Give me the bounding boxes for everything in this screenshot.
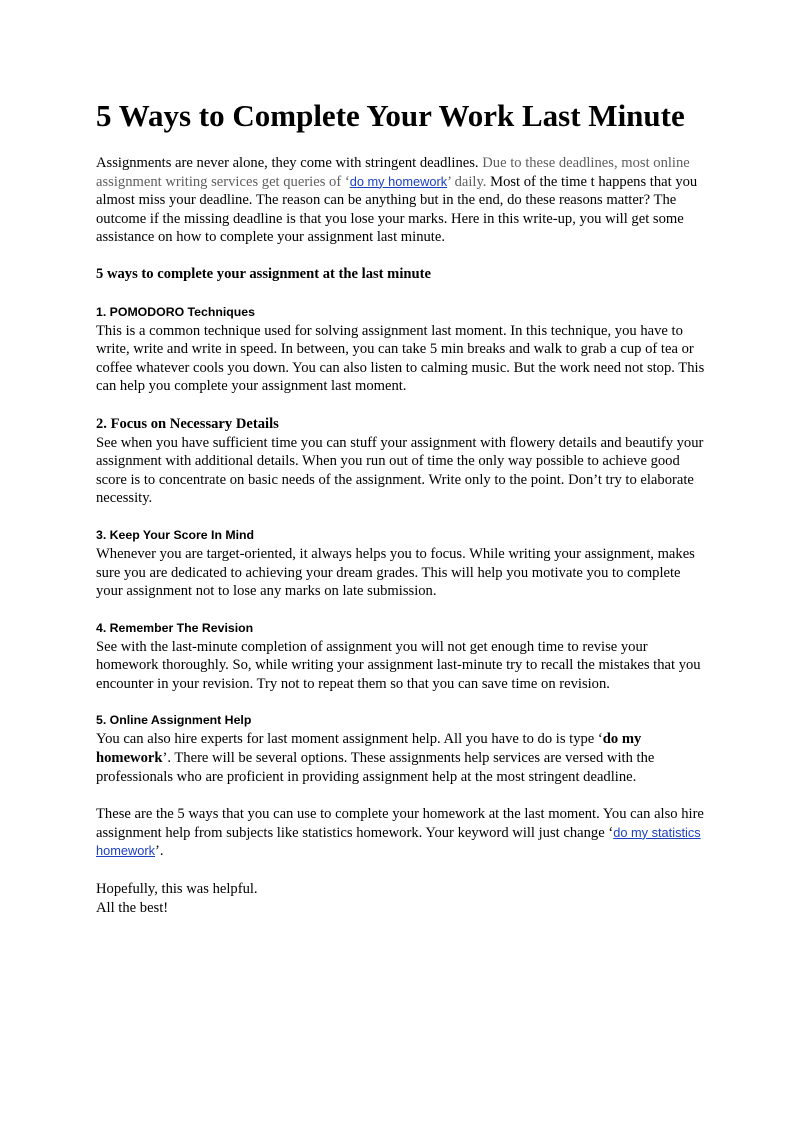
step-3 xyxy=(96,527,706,601)
step-title: 5. Online Assignment Help xyxy=(96,713,252,728)
outro-text: These are the 5 ways that you can use to complete your homework at the last moment. You can also hire assignment help from subjects like statistics homework. Your keyword will just change ‘ xyxy=(96,806,704,841)
step-body: See with the last-minute completion of assignment you will not get enough time to revise your homework thoroughly. So, while writing your assignment last-minute try to recall the mistakes that you encounter in your revision. Try not to repeat them so that you can save time on revision. xyxy=(96,638,701,692)
step-2 xyxy=(96,415,706,508)
section-heading: 5 ways to complete your assignment at the last minute xyxy=(96,265,431,282)
step-1 xyxy=(96,304,706,396)
intro-text-muted-2: ’ daily. xyxy=(447,173,487,190)
step-body-text: ’. There will be several options. These assignments help services are versed with the professionals who are proficient in providing assignment help at the most stringent deadline. xyxy=(96,750,655,785)
step-body xyxy=(96,730,706,786)
step-body: See when you have sufficient time you can stuff your assignment with flowery details and beautify your assignment with additional details. When you run out of time the only way possible to achieve good score is to concentrate on basic needs of the assignment. Write only to the point. Don’t try to elaborate necessity. xyxy=(96,434,704,507)
step-title: 3. Keep Your Score In Mind xyxy=(96,527,255,542)
step-body: Whenever you are target-oriented, it always helps you to focus. While writing your assignment, makes sure you are dedicated to achieving your dream grades. This will help you motivate you to complete your assignment not to lose any marks on late submission. xyxy=(96,545,695,600)
step-5 xyxy=(96,712,706,786)
intro-text-1: Assignments are never alone, they come with stringent deadlines. xyxy=(96,155,483,171)
intro-text-muted: Due to these deadlines, most online assignment writing services get queries of ‘ xyxy=(96,155,690,190)
step-body-text: You can also hire experts for last moment assignment help. All you have to do is type ‘ xyxy=(96,731,603,748)
page-title: 5 Ways to Complete Your Work Last Minute xyxy=(96,98,685,133)
step-title: 2. Focus on Necessary Details xyxy=(96,415,279,432)
keyword-bold: do my homework xyxy=(96,731,642,767)
document-page xyxy=(96,97,706,917)
do-my-statistics-homework-link[interactable]: do my statistics homework xyxy=(96,824,701,859)
closing-line-2: All the best! xyxy=(96,899,169,916)
step-4 xyxy=(96,620,706,694)
step-title: 4. Remember The Revision xyxy=(96,620,254,635)
step-body: This is a common technique used for solving assignment last moment. In this technique, you have to write, write and write in speed. In between, you can take 5 min breaks and walk to grab a cup of tea or coffee whatever cools you down. You can also listen to calming music. But the work need not stop. This can help you complete your assignment last moment. xyxy=(96,322,705,395)
outro-text-end: ’. xyxy=(155,843,164,860)
outro-paragraph xyxy=(96,805,706,861)
closing-line-1: Hopefully, this was helpful. xyxy=(96,881,258,898)
intro-text-2: Most of the time t happens that you almost miss your deadline. The reason can be anything but in the end, do these reasons matter? The outcome if the missing deadline is that you lose your marks. Here in this write-up, you will get some assistance on how to complete your assignment last minute. xyxy=(96,173,698,246)
intro-paragraph xyxy=(96,154,706,247)
do-my-homework-link[interactable]: do my homework xyxy=(349,173,448,189)
step-title: 1. POMODORO Techniques xyxy=(96,304,255,319)
